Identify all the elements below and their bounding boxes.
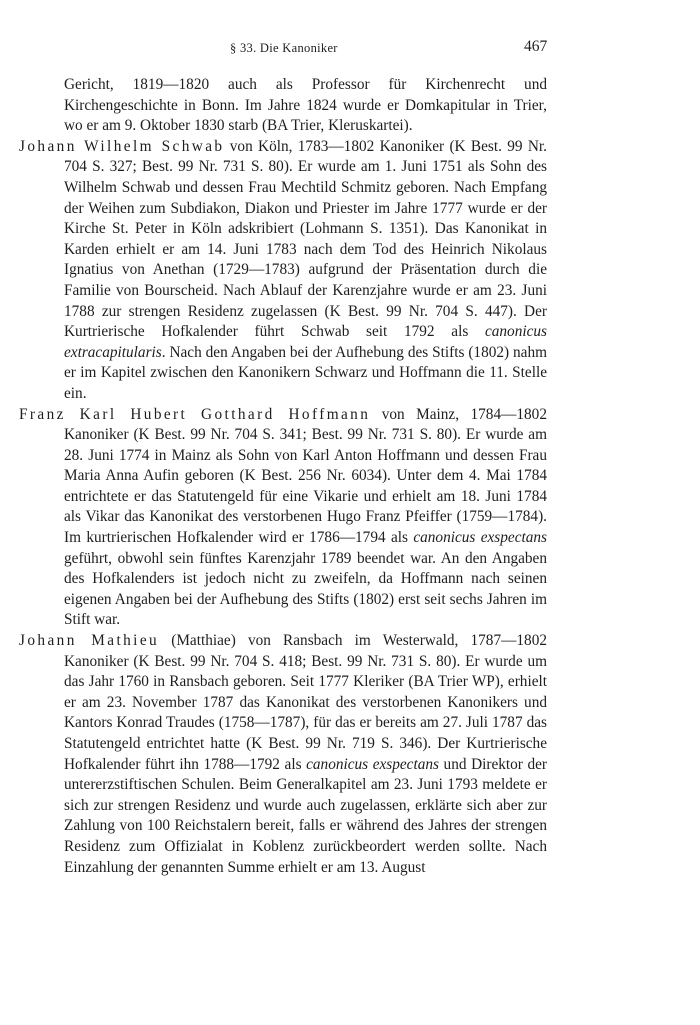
- entry-italic-term: canonicus exspectans: [413, 529, 547, 547]
- entry-person-name: Johann Wilhelm Schwab: [19, 137, 225, 155]
- entry-johann-mathieu: [19, 631, 547, 878]
- entry-person-name: Franz Karl Hubert Gotthard Hoffmann: [19, 405, 371, 423]
- page-header: [0, 38, 700, 60]
- entry-text: (Matthiae) von Ransbach im Westerwald, 1787—1802 Kanoniker (K Best. 99 Nr. 704 S. 418; Best. 99 Nr. 731 S. 80). Er wurde um das Jahr 1760 in Ransbach geboren. Seit 1777 Kleriker (BA Trier WP), erhielt er am 23. November 1787 das Kanonikat des verstorbenen Kanonikers und Kantors Konrad Traudes (1758—1787), für das er bereits am 27. Juli 1787 das Statutengeld entrichtet hatte (K Best. 99 Nr. 719 S. 346). Der Kurtrierische Hofkalender führt ihn 1788—1792 als: [64, 632, 547, 773]
- entry-italic-term: canonicus extracapitularis: [64, 323, 547, 361]
- entry-text: Gericht, 1819—1820 auch als Professor für Kirchenrecht und Kirchengeschichte in Bonn. Im Jahre 1824 wurde er Domkapitular in Trier, wo er am 9. Oktober 1830 starb (BA Trier, Kleruskartei).: [64, 76, 547, 135]
- entry-text: geführt, obwohl sein fünftes Karenzjahr 1789 beendet war. An den Angaben des Hofkalenders ist jedoch nicht zu zweifeln, da Hoffmann nach seinen eigenen Angaben bei der Aufhebung des Stifts (1802) erst seit sechs Jahren im Stift war.: [64, 549, 547, 629]
- entry-text: und Direktor der untererzstiftischen Schulen. Beim Generalkapitel am 23. Juni 1793 meldete er sich zur strengen Residenz und wurde auch zugelassen, erklärte sich aber zur Zahlung von 100 Reichstalern bereit, falls er während des Jahres der strengen Residenz zum Offizialat in Koblenz zurückbeordert werden sollte. Nach Einzahlung der genannten Summe erhielt er am 13. August: [64, 755, 548, 876]
- entry-text: von Mainz, 1784—1802 Kanoniker (K Best. 99 Nr. 704 S. 341; Best. 99 Nr. 731 S. 80). Er wurde am 28. Juni 1774 in Mainz als Sohn von Karl Anton Hoffmann und dessen Frau Maria Anna Aufin geboren (K Best. 256 Nr. 6034). Unter dem 4. Mai 1784 entrichtete er das Statutengeld für eine Vikarie und erhielt am 18. Juni 1784 als Vikar das Kanonikat des verstorbenen Hugo Franz Pfeiffer (1759—1784). Im kurtrierischen Hofkalender wird er 1786—1794 als: [64, 405, 547, 547]
- entry-italic-term: canonicus exspectans: [306, 755, 439, 773]
- body-text: [19, 75, 547, 878]
- entry-johann-wilhelm-schwab: [19, 137, 547, 405]
- entry-person-name: Johann Mathieu: [19, 632, 160, 650]
- page-number: 467: [524, 38, 548, 55]
- running-head: § 33. Die Kanoniker: [230, 41, 338, 55]
- entry-franz-karl-hoffmann: [19, 405, 547, 632]
- entry-text: . Nach den Angaben bei der Aufhebung des Stifts (1802) nahm er im Kapitel zwischen den Kanonikern Schwarz und Hoffmann die 11. Stelle ein.: [64, 343, 547, 402]
- entry-continuation: [19, 75, 547, 137]
- entry-text: von Köln, 1783—1802 Kanoniker (K Best. 99 Nr. 704 S. 327; Best. 99 Nr. 731 S. 80). Er wurde am 1. Juni 1751 als Sohn des Wilhelm Schwab und dessen Frau Mechtild Schmitz geboren. Nach Empfang der Weihen zum Subdiakon, Diakon und Priester im Jahre 1777 wurde er der Kirche St. Peter in Köln adskribiert (Lohmann S. 1351). Das Kanonikat in Karden erhielt er am 14. Juni 1783 nach dem Tod des Heinrich Nikolaus Ignatius von Anethan (1729—1783) aufgrund der Präsentation durch die Familie von Bourscheid. Nach Ablauf der Karenzjahre wurde er am 23. Juni 1788 zur strengen Residenz zugelassen (K Best. 99 Nr. 704 S. 447). Der Kurtrierische Hofkalender führt Schwab seit 1792 als: [64, 137, 547, 341]
